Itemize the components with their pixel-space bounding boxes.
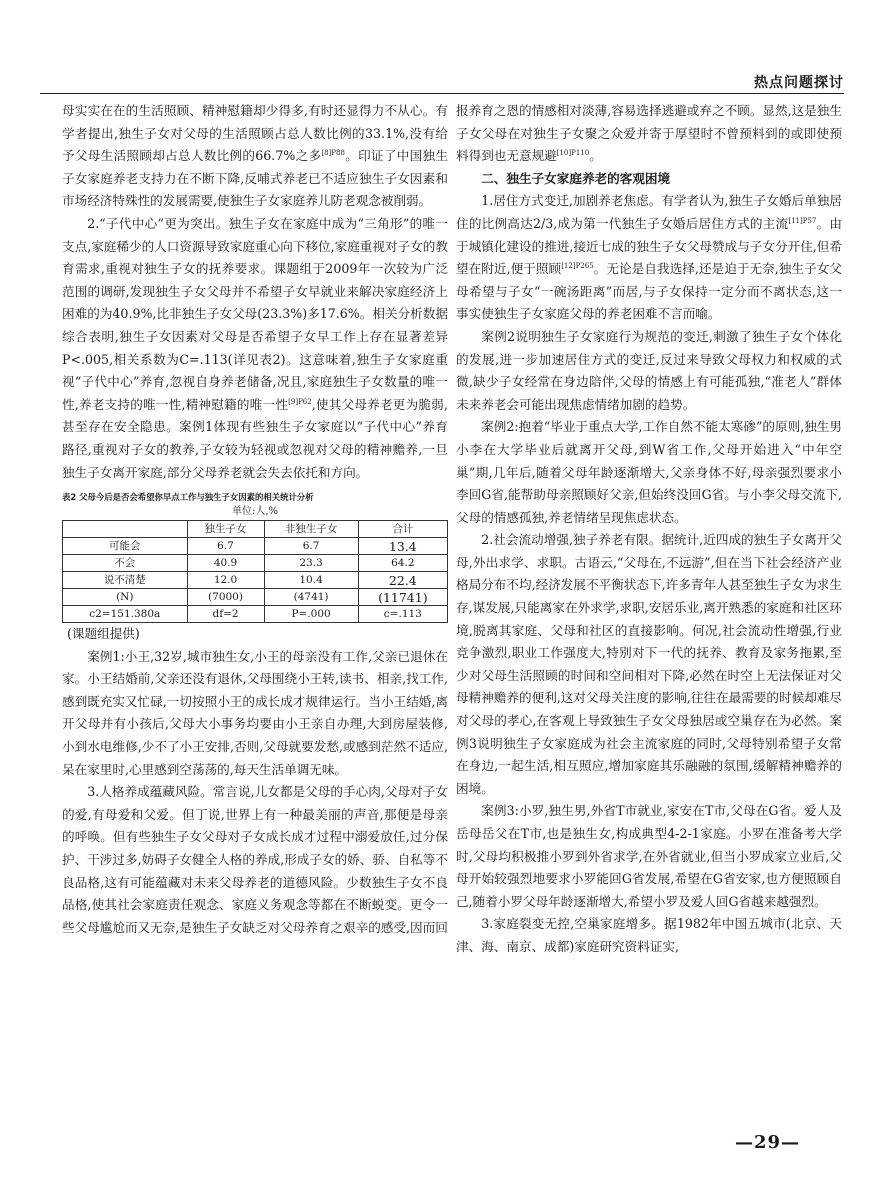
paragraph: 3.家庭裂变无控,空巢家庭增多。据1982年中国五城市(北京、天津、海、南京、成都)家庭研究资料证实, <box>456 916 842 954</box>
paragraph: 3.人格养成蕴藏风险。常言说,儿女都是父母的手心肉,父母对子女的爱,有母爱和父爱。但丁说,世界上有一种最美丽的声音,那便是母亲的呼唤。但有些独生子女父母对子女成长成才过程中溺爱放任,过分保护、干涉过多,妨碍子女健全人格的养成,形成子女的娇、骄、自私等不良品格,这有可能蕴藏对未来父母养老的道德风险。少数独生子女不良品格,使其社会家庭责任观念、家庭义务观念等都在不断蜕变。更令一些父母尴尬而又无奈,是独生子女缺乏对父母养育之艰辛的感受,因而回 <box>62 784 448 935</box>
table-cell: 23.3 <box>264 555 358 572</box>
table-cell: 6.7 <box>264 538 358 555</box>
citation: [8]P88 <box>321 149 345 157</box>
table-unit: 单位:人,% <box>231 506 279 518</box>
header-rule <box>40 93 844 94</box>
table-row <box>63 589 448 606</box>
table-cell: 40.9 <box>187 555 264 572</box>
table-row <box>63 572 448 589</box>
table-cell: 10.4 <box>264 572 358 589</box>
data-table <box>62 520 448 623</box>
table-cell: 说不清楚 <box>63 572 188 589</box>
table-header-row <box>63 521 448 538</box>
table-cell: 6.7 <box>187 538 264 555</box>
right-column <box>456 100 842 959</box>
table-source: (课题组提供) <box>67 626 140 642</box>
table-header-cell: 合计 <box>358 521 447 538</box>
section-heading: 二、独生子女家庭养老的客观困境 <box>481 170 671 186</box>
table-cell: 可能会 <box>63 538 188 555</box>
table-row <box>63 606 448 623</box>
table-cell: df=2 <box>187 606 264 623</box>
table-cell: 不会 <box>63 555 188 572</box>
table-cell: (4741) <box>264 589 358 606</box>
citation: [9]P62 <box>288 397 312 406</box>
table-cell: (7000) <box>187 589 264 606</box>
table-cell: (N) <box>63 589 188 606</box>
table-row <box>63 538 448 555</box>
paragraph: 2.社会流动增强,独子养老有限。据统计,近四成的独生子女离开父母,外出求学、求职。古语云,“父母在,不远游”,但在当下社会经济产业格局分布不均,经济发展不平衡状态下,许多青年人甚至独生子女为求生存,谋发展,只能离家在外求学,求职,安居乐业,离开熟悉的家庭和社区环境,脱离其家庭、父母和社区的直接影响。何况,社会流动性增强,行业竞争激烈,职业工作强度大,特别对下一代的抚养、教育及家务拖累,至少对父母生活照顾的时间和空间相对下降,必然在时空上无法保证对父母精神赡养的便利,这对父母关注度的影响,往往在最需要的时候却难尽对父母的孝心,在客观上导致独生子女父母独居或空巢存在为必然。案例3说明独生子女家庭成为社会主流家庭的同时,父母特别希望子女常在身边,一起生活,相互照应,增加家庭其乐融融的氛围,缓解精神赡养的困境。 <box>456 532 842 796</box>
table-cell: (11741) <box>358 589 447 606</box>
paragraph: 案例2说明独生子女家庭行为规范的变迁,刺激了独生子女个体化的发展,进一步加速居住方式的变迁,反过来导致父母权力和权威的式微,缺少子女经常在身边陪伴,父母的情感上有可能孤独,“准老人”群体未来养老会可能出现焦虑情绪加剧的趋势。 <box>456 328 842 412</box>
table-cell: 12.0 <box>187 572 264 589</box>
section-label: 热点问题探讨 <box>754 75 844 91</box>
paragraph: 案例2:抱着“毕业于重点大学,工作自然不能太寒碜”的原则,独生男小李在大学毕业后就离开父母,到W省工作,父母开始进入“中年空巢”期,几年后,随着父母年龄逐渐增大,父亲身体不好,母亲强烈要求小李回G省,能帮助母亲照顾好父亲,但始终没回G省。与小李父母交流下,父母的情感孤独,养老情绪呈现焦虑状态。 <box>456 419 842 525</box>
table-header-cell <box>63 521 188 538</box>
paragraph: 报养育之恩的情感相对淡薄,容易选择逃避或弃之不顾。显然,这是独生子女父母在对独生子女聚之众爱并寄于厚望时不曾预料到的或即使预料得到也无意规避$^{[10]P110}$。 <box>456 103 842 164</box>
table-row <box>63 555 448 572</box>
paragraph: 2.“子代中心”更为突出。独生子女在家庭中成为“三角形”的唯一支点,家庭稀少的人口资源导致家庭重心向下移位,家庭重视对子女的教育需求,重视对独生子女的抚养要求。课题组于2009年一次较为广泛范围的调研,发现独生子女父母并不希望子女早就业来解决家庭经济上困难的为40.9%,比非独生子女父母(23.3%)多17.6%。相关分析数据综合表明,独生子女因素对父母是否希望子女早工作上存在显著差异P<.005,相关系数为C=.113(详见表2)。这意味着,独生子女家庭重视“子代中心”养育,忽视自身养老储备,况且,家庭独生子女数量的唯一性,养老支持的唯一性,精神慰籍的唯一性$^{[9]P62}$,使其父母养老更为脆弱,甚至存在安全隐患。案例1体现有些独生子女家庭以“子代中心”养育路径,重视对子女的教养,子女较为轻视或忽视对父母的精神赡养,一旦独生子女离开家庭,部分父母养老就会失去依托和方向。 <box>62 215 448 480</box>
paragraph: 案例1:小王,32岁,城市独生女,小王的母亲没有工作,父亲已退休在家。小王结婚前,父亲还没有退休,父母围绕小王转,读书、相亲,找工作,感到既充实又忙碌,一切按照小王的成长成才规律运行。当小王结婚,离开父母并有小孩后,父母大小事务均要由小王亲自办理,大到房屋装修,小到水电维修,少不了小王安排,否则,父母就要发愁,或感到茫然不适应,呆在家里时,心里感到空荡荡的,每天生活单调无味。 <box>62 648 448 777</box>
table-cell: 13.4 <box>358 538 447 555</box>
table-cell: P=.000 <box>264 606 358 623</box>
page-number: —29— <box>735 1132 801 1153</box>
citation: [11]P57 <box>788 216 817 225</box>
table-cell: 22.4 <box>358 572 447 589</box>
table-cell: 64.2 <box>358 555 447 572</box>
table-header-cell: 独生子女 <box>187 521 264 538</box>
table-cell: c=.113 <box>358 606 447 623</box>
table-cell: c2=151.380a <box>63 606 188 623</box>
paragraph: 案例3:小罗,独生男,外省T市就业,家安在T市,父母在G省。爱人及岳母岳父在T市,也是独生女,构成典型4-2-1家庭。小罗在准备考大学时,父母均积极推小罗到外省求学,在外省就业,但当小罗成家立业后,父母开始较强烈地要求小罗能回G省发展,希望在G省安家,也方便照顾自己,随着小罗父母年龄逐渐增大,希望小罗及爱人回G省越来越强烈。 <box>456 803 842 909</box>
left-column <box>62 100 448 939</box>
table-header-cell: 非独生子女 <box>264 521 358 538</box>
paragraph: 1.居住方式变迁,加剧养老焦虑。有学者认为,独生子女婚后单独居住的比例高达2/3,成为第一代独生子女婚后居住方式的主流$^{[11]P57}$。由于城镇化建设的推进,接近七成的独生子女父母赞成与子女分开住,但希望在附近,便于照顾$^{[12]P265}$。无论是自我选择,还是迫于无奈,独生子女父母希望与子女“一碗汤距离”而居,与子女保持一定分而不离状态,这一事实使独生子女家庭父母的养老困难不言而喻。 <box>456 193 842 322</box>
table-caption: 表2 父母今后是否会希望你早点工作与独生子女因素的相关统计分析 <box>62 492 314 503</box>
paragraph: 母实实在在的生活照顾、精神慰籍却少得多,有时还显得力不从心。有学者提出,独生子女对父母的生活照顾占总人数比例的33.1%,没有给予父母生活照顾却占总人数比例的66.7%之多$^{[8]P88}$。印证了中国独生子女家庭养老支持力在不断下降,反哺式养老已不适应独生子女因素和市场经济特殊性的发展需要,使独生子女家庭养儿防老观念被削弱。 <box>62 103 448 209</box>
citation: [10]P110 <box>556 149 590 157</box>
citation: [12]P265 <box>561 261 594 270</box>
